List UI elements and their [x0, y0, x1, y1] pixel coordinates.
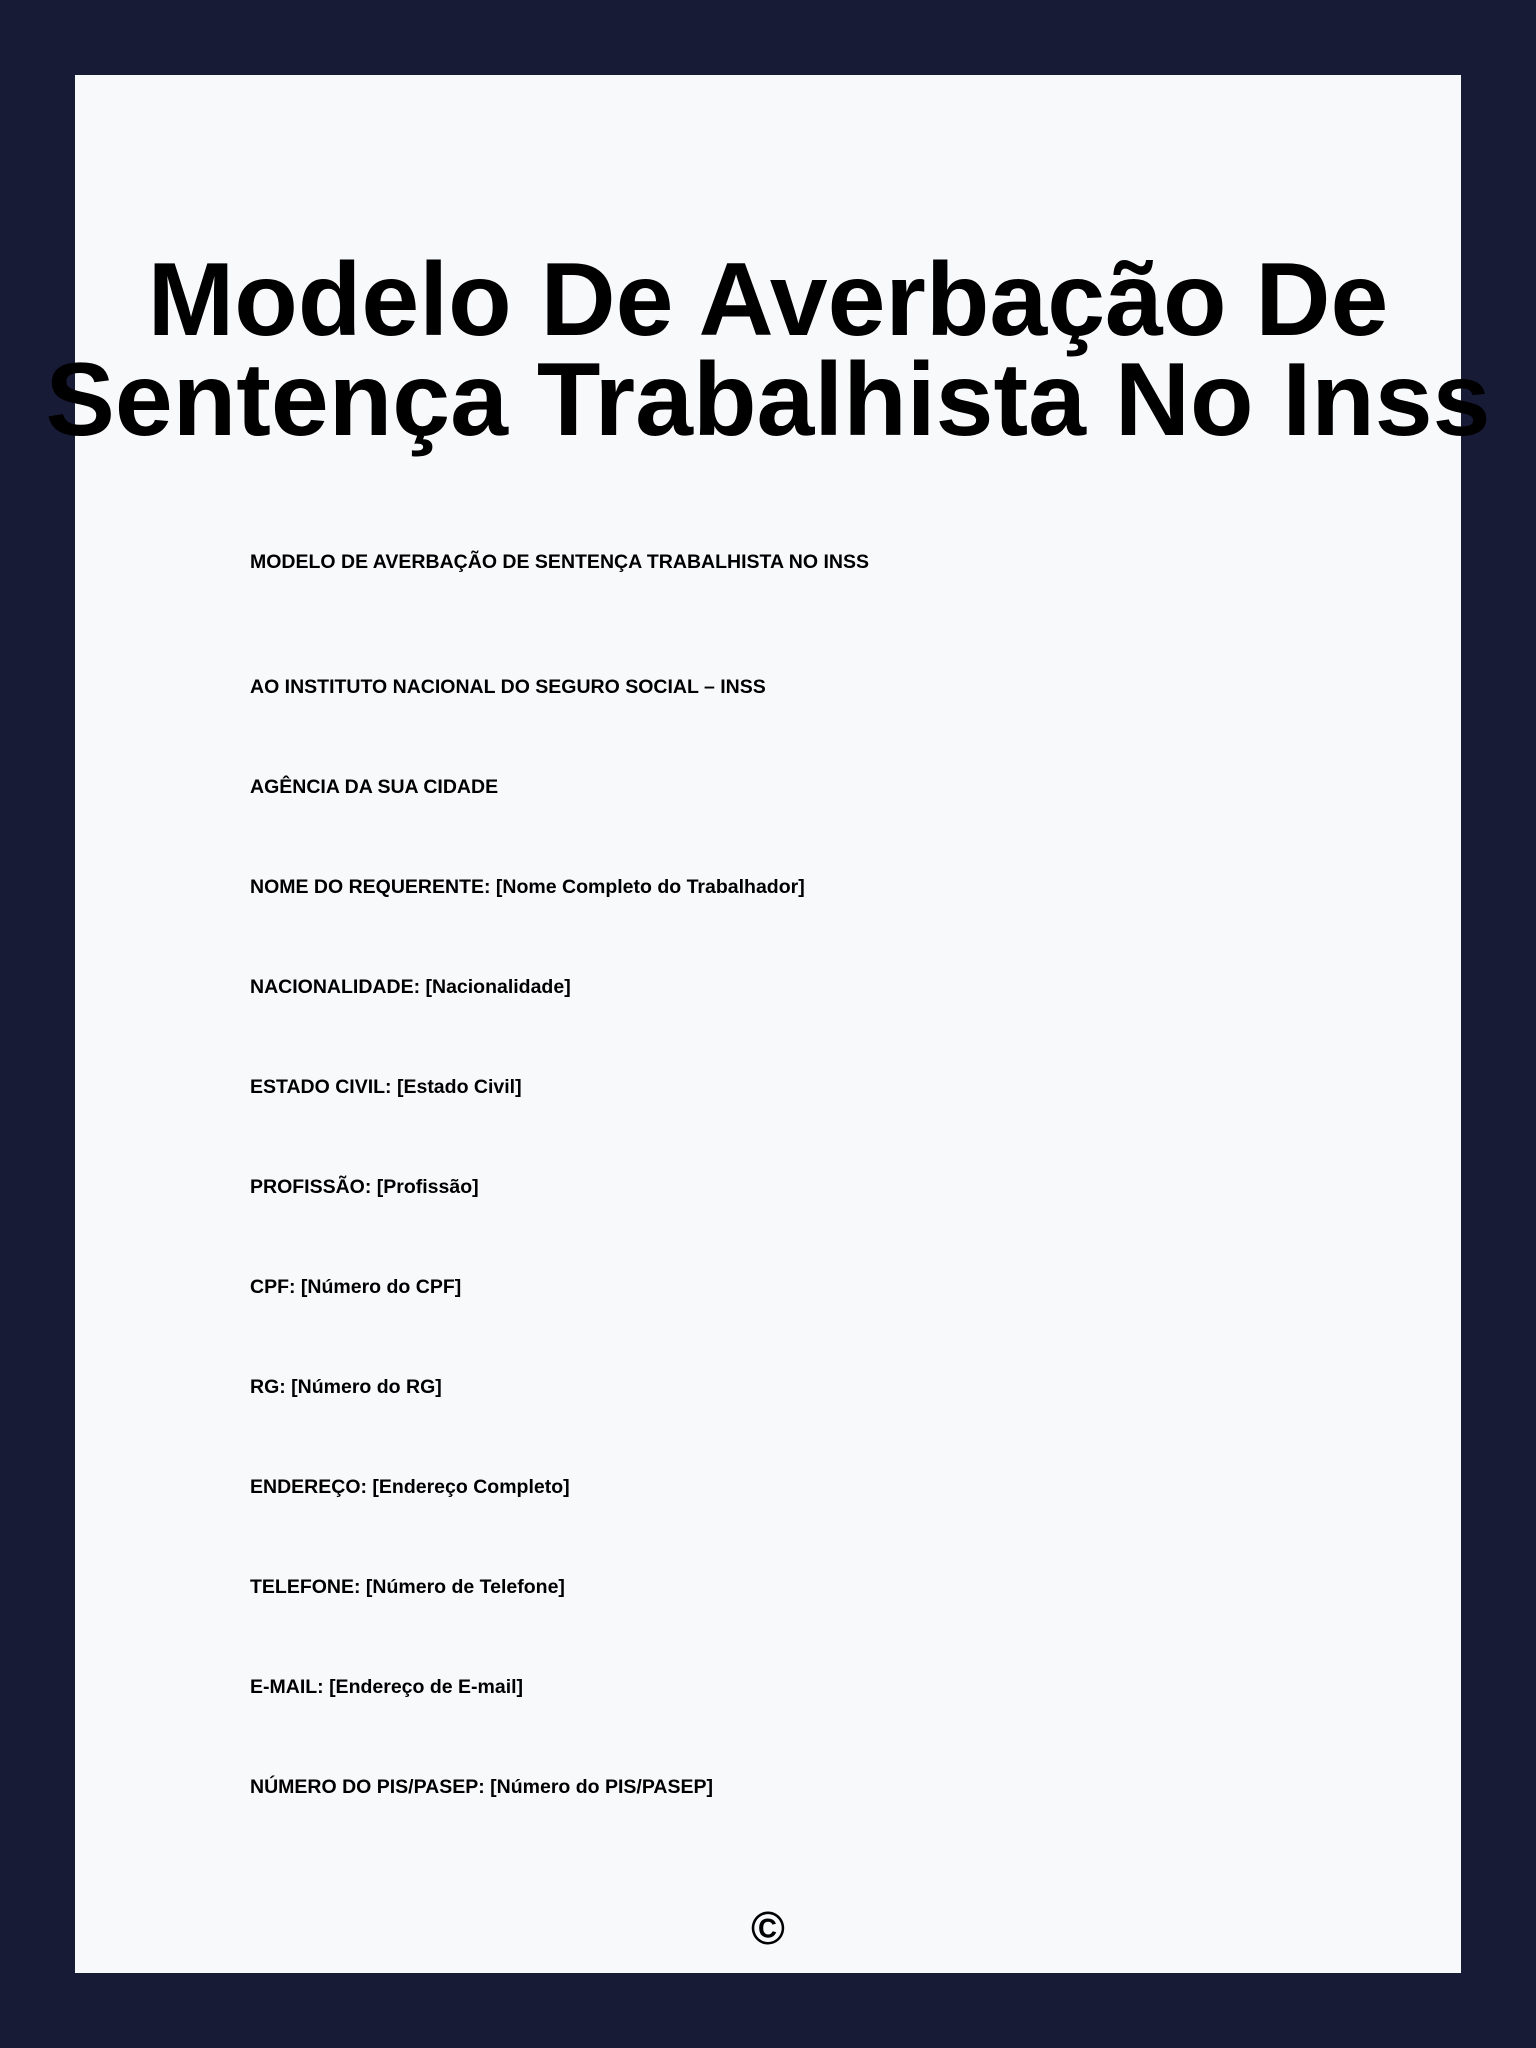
- requester-name-field: NOME DO REQUERENTE: [Nome Completo do Trabalhador]: [250, 876, 805, 898]
- addressee-line: AO INSTITUTO NACIONAL DO SEGURO SOCIAL – INSS: [250, 676, 766, 698]
- document-title: [0, 242, 1536, 458]
- pis-pasep-field: NÚMERO DO PIS/PASEP: [Número do PIS/PASEP]: [250, 1776, 714, 1798]
- nationality-field: NACIONALIDADE: [Nacionalidade]: [250, 976, 571, 998]
- title-line-1: Modelo De Averbação De: [147, 242, 1389, 358]
- address-field: ENDEREÇO: [Endereço Completo]: [250, 1476, 570, 1498]
- phone-field: TELEFONE: [Número de Telefone]: [250, 1576, 565, 1598]
- profession-field: PROFISSÃO: [Profissão]: [250, 1176, 479, 1198]
- document-heading: MODELO DE AVERBAÇÃO DE SENTENÇA TRABALHISTA NO INSS: [250, 551, 869, 573]
- email-field: E-MAIL: [Endereço de E-mail]: [250, 1676, 524, 1698]
- agency-line: AGÊNCIA DA SUA CIDADE: [250, 776, 499, 798]
- copyright-icon: ©: [751, 1902, 785, 1954]
- marital-status-field: ESTADO CIVIL: [Estado Civil]: [250, 1076, 522, 1098]
- cpf-field: CPF: [Número do CPF]: [250, 1276, 462, 1298]
- title-line-2: Sentença Trabalhista No Inss: [45, 342, 1491, 458]
- rg-field: RG: [Número do RG]: [250, 1376, 442, 1398]
